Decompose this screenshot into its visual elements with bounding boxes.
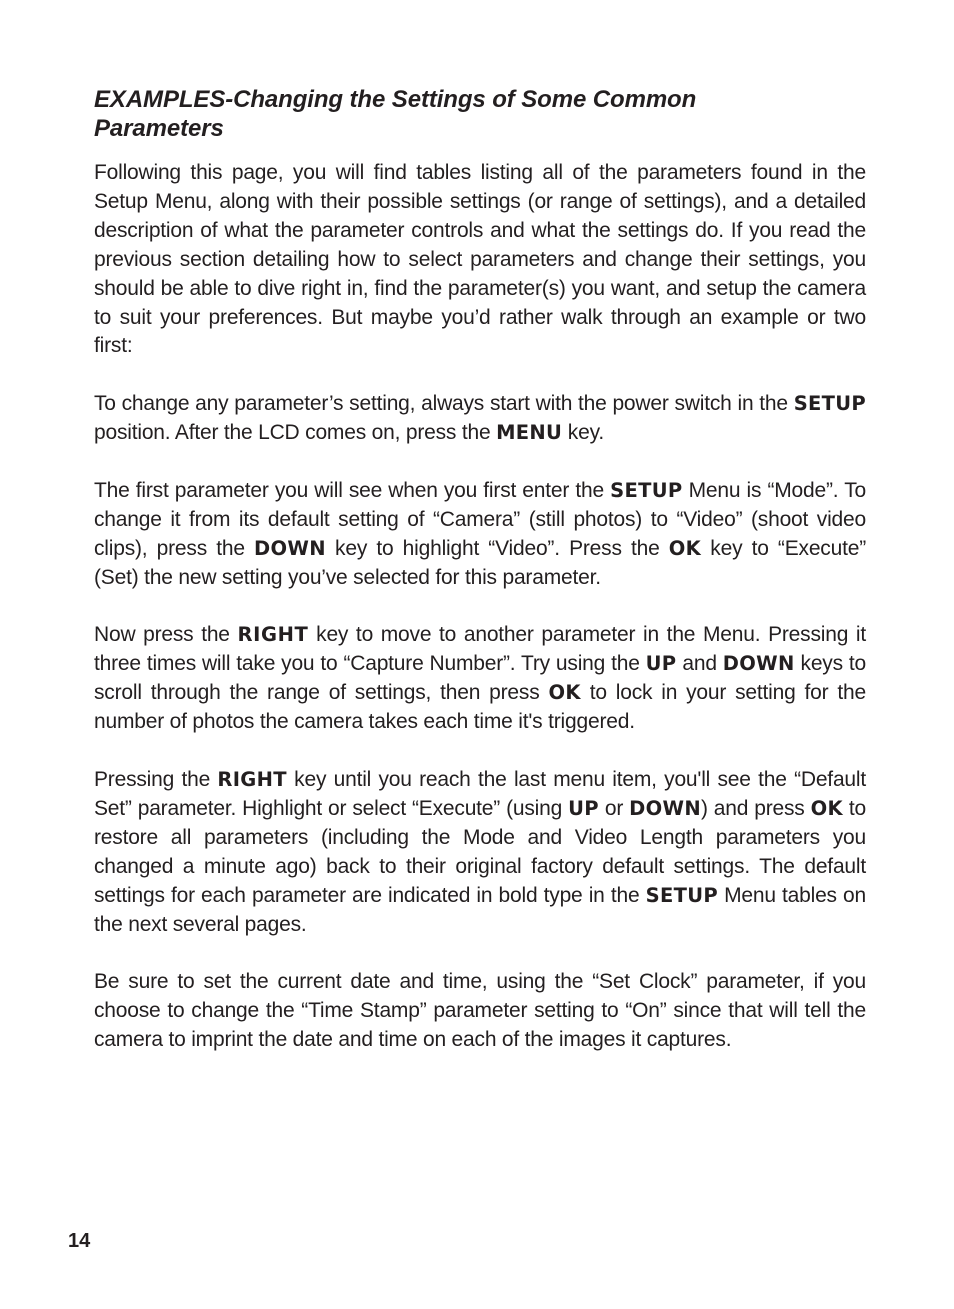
- text-span: to restore all parameters (including the Mode and Video Length parameters you changed a minute ago) back to their original factory default settings. The default settings for each parameter are indicated in bold type in the: [94, 796, 867, 907]
- text-span: or: [598, 796, 630, 820]
- text-span: key.: [562, 421, 604, 445]
- key-name-up: UP: [568, 796, 599, 820]
- key-name-up: UP: [645, 652, 677, 676]
- text-span: ) and press: [700, 796, 811, 820]
- text-span: Menu is “Mode”. To change it from its default setting of “Camera” (still photos) to “Video” (shoot video clips), press the: [94, 478, 866, 560]
- text-span: key to move to another parameter in the Menu. Pressing it three times will take you to “Capture Number”. Try using the: [94, 623, 866, 676]
- capture-number-paragraph: [94, 621, 866, 737]
- section-heading-line2: Parameters: [94, 114, 224, 142]
- setup-paragraph: [94, 390, 866, 448]
- key-name-right: RIGHT: [237, 623, 309, 647]
- key-name-setup: SETUP: [645, 883, 718, 907]
- intro-paragraph: Following this page, you will find tables listing all of the parameters found in the Setup Menu, along with their possible settings (or range of settings), and a detailed description of what the parameter controls and what the settings do. If you read the previous section detailing how to select parameters and change their settings, you should be able to dive right in, find the parameter(s) you want, and setup the camera to suit your preferences. But maybe you’d rather walk through an example or two first:: [94, 161, 866, 358]
- text-span: position. After the LCD comes on, press the: [94, 421, 497, 445]
- key-name-setup: SETUP: [610, 478, 683, 502]
- text-span: key until you reach the last menu item, you'll see the “Default Set” parameter. Highlight or select “Execute” (using: [94, 767, 867, 820]
- key-name-down: DOWN: [629, 796, 701, 820]
- section-heading: [94, 86, 866, 143]
- text-span: Pressing the: [94, 767, 218, 791]
- key-name-down: DOWN: [254, 536, 326, 560]
- key-name-ok: OK: [668, 536, 702, 560]
- key-name-right: RIGHT: [217, 767, 287, 791]
- text-span: and: [676, 652, 723, 676]
- clock-paragraph: Be sure to set the current date and time, using the “Set Clock” parameter, if you choose to change the “Time Stamp” parameter setting to “On” since that will tell the camera to imprint the date and time on each of the images it captures.: [94, 970, 866, 1052]
- key-name-menu: MENU: [496, 421, 563, 445]
- key-name-down: DOWN: [722, 652, 795, 676]
- text-span: The first parameter you will see when you first enter the: [94, 478, 611, 502]
- text-span: keys to scroll through the range of settings, then press: [94, 652, 866, 705]
- text-span: To change any parameter’s setting, always start with the power switch in the: [94, 392, 794, 416]
- key-name-setup: SETUP: [793, 392, 866, 416]
- text-span: Menu tables on the next several pages.: [94, 883, 866, 936]
- key-name-ok: OK: [810, 796, 843, 820]
- page-number: 14: [68, 1230, 91, 1252]
- mode-paragraph: [94, 477, 866, 593]
- section-heading-line1: EXAMPLES-Changing the Settings of Some Common: [94, 86, 697, 113]
- default-set-paragraph: [94, 766, 866, 939]
- text-span: key to “Execute” (Set) the new setting you’ve selected for this parameter.: [94, 536, 866, 589]
- text-span: to lock in your setting for the number of photos the camera takes each time it's triggered.: [94, 681, 866, 734]
- page-content: [94, 86, 866, 1084]
- text-span: key to highlight “Video”. Press the: [325, 536, 669, 560]
- text-span: Now press the: [94, 623, 238, 647]
- key-name-ok: OK: [548, 681, 581, 705]
